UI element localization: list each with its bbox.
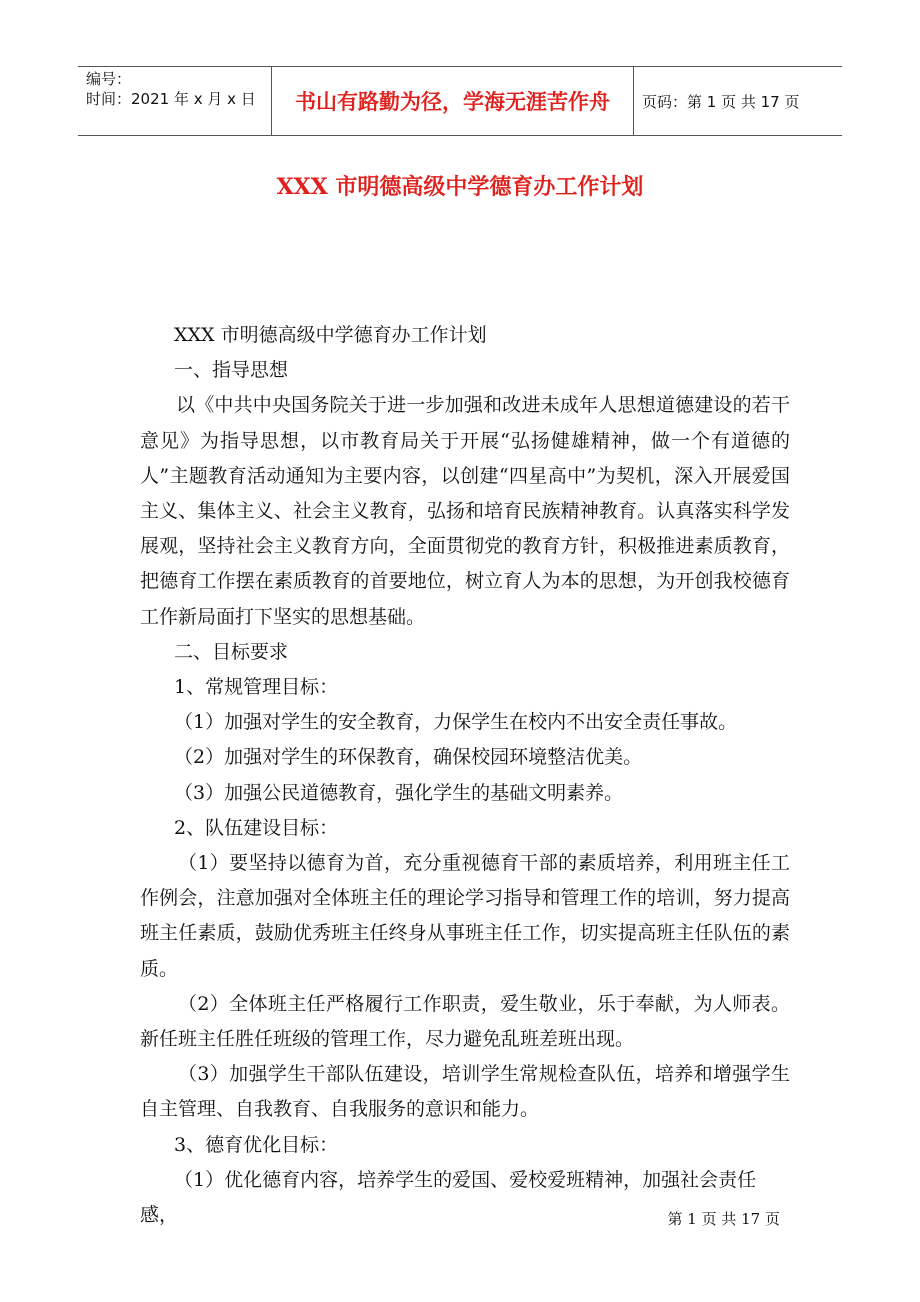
header-meta (78, 67, 272, 135)
page-header (78, 66, 842, 136)
time-label: 时间：2021 年 x 月 x 日 (86, 90, 256, 108)
section-heading: 一、指导思想 (174, 359, 289, 382)
page-footer: 第 1 页 共 17 页 (667, 1210, 780, 1228)
list-item: （2）加强对学生的环保教育，确保校园环境整洁优美。 (174, 746, 643, 769)
list-item: （1）优化德育内容，培养学生的爱国、爱校爱班精神，加强社会责任感， (140, 1168, 757, 1227)
subsection-heading: 1、常规管理目标： (174, 676, 339, 699)
subsection-heading: 3、德育优化目标： (174, 1133, 339, 1156)
number-label: 编号： (86, 70, 132, 88)
list-item: （3）加强公民道德教育，强化学生的基础文明素养。 (174, 781, 624, 804)
header-motto: 书山有路勤为径，学海无涯苦作舟 (272, 67, 634, 135)
body-heading: XXX 市明德高级中学德育办工作计划 (174, 324, 487, 346)
subsection-heading: 2、队伍建设目标： (174, 816, 339, 839)
list-item: （3）加强学生干部队伍建设，培训学生常规检查队伍，培养和增强学生自主管理、自我教育、自我服务的意识和能力。 (140, 1063, 790, 1121)
document-title: XXX 市明德高级中学德育办工作计划 (276, 174, 644, 200)
paragraph: 以《中共中央国务院关于进一步加强和改进未成年人思想道德建设的若干意见》为指导思想，以市教育局关于开展“弘扬健雄精神，做一个有道德的人”主题教育活动通知为主要内容，以创建“四星高中”为契机，深入开展爱国主义、集体主义、社会主义教育，弘扬和培育民族精神教育。认真落实科学发展观，坚持社会主义教育方向，全面贯彻党的教育方针，积极推进素质教育，把德育工作摆在素质教育的首要地位，树立育人为本的思想，为开创我校德育工作新局面打下坚实的思想基础。 (140, 394, 790, 628)
list-item: （2）全体班主任严格履行工作职责，爱生敬业，乐于奉献，为人师表。新任班主任胜任班级的管理工作，尽力避免乱班差班出现。 (140, 992, 790, 1051)
list-item: （1）要坚持以德育为首，充分重视德育干部的素质培养，利用班主任工作例会，注意加强对全体班主任的理论学习指导和管理工作的培训，努力提高班主任素质，鼓励优秀班主任终身从事班主任工作，切实提高班主任队伍的素质。 (140, 852, 790, 980)
list-item: （1）加强对学生的安全教育，力保学生在校内不出安全责任事故。 (174, 711, 738, 734)
header-page-number: 页码：第 1 页 共 17 页 (642, 92, 800, 111)
document-body (140, 318, 790, 1233)
section-heading: 二、目标要求 (174, 640, 289, 663)
